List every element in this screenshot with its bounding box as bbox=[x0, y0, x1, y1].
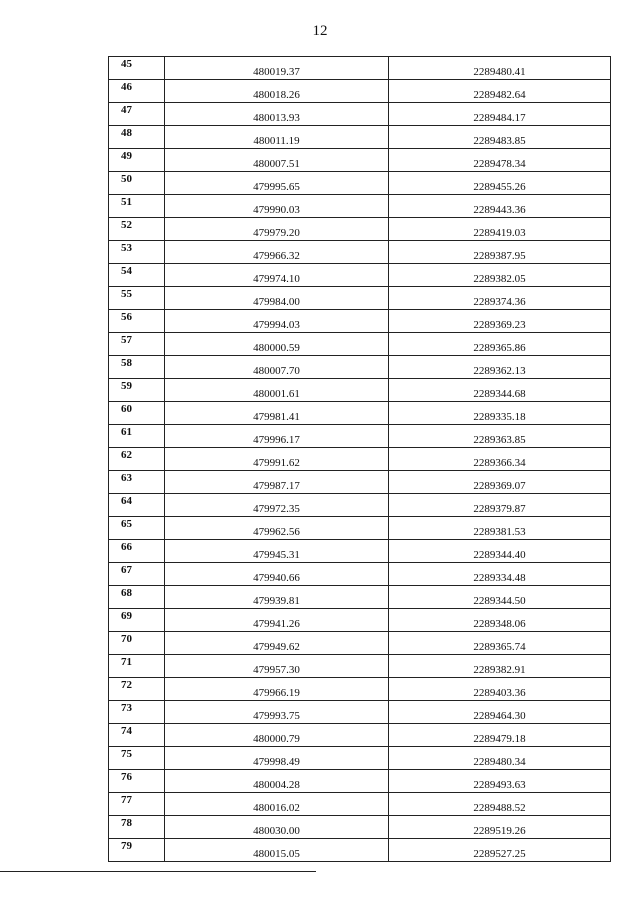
point-number-cell: 64 bbox=[109, 494, 165, 517]
point-number-cell: 46 bbox=[109, 80, 165, 103]
y-coordinate-cell: 2289455.26 bbox=[389, 172, 611, 195]
x-coordinate-cell: 479945.31 bbox=[165, 540, 389, 563]
x-coordinate-cell: 479957.30 bbox=[165, 655, 389, 678]
x-coordinate-cell: 480007.51 bbox=[165, 149, 389, 172]
x-coordinate-cell: 479991.62 bbox=[165, 448, 389, 471]
y-coordinate-cell: 2289348.06 bbox=[389, 609, 611, 632]
point-number-cell: 45 bbox=[109, 57, 165, 80]
point-number-cell: 63 bbox=[109, 471, 165, 494]
x-coordinate-cell: 479987.17 bbox=[165, 471, 389, 494]
point-number-cell: 73 bbox=[109, 701, 165, 724]
table-row bbox=[109, 540, 611, 563]
table-row bbox=[109, 609, 611, 632]
table-row bbox=[109, 310, 611, 333]
point-number-cell: 55 bbox=[109, 287, 165, 310]
table-row bbox=[109, 471, 611, 494]
y-coordinate-cell: 2289443.36 bbox=[389, 195, 611, 218]
x-coordinate-cell: 479990.03 bbox=[165, 195, 389, 218]
table-row bbox=[109, 448, 611, 471]
x-coordinate-cell: 480030.00 bbox=[165, 816, 389, 839]
x-coordinate-cell: 479979.20 bbox=[165, 218, 389, 241]
y-coordinate-cell: 2289344.68 bbox=[389, 379, 611, 402]
x-coordinate-cell: 479941.26 bbox=[165, 609, 389, 632]
point-number-cell: 54 bbox=[109, 264, 165, 287]
table-row bbox=[109, 172, 611, 195]
y-coordinate-cell: 2289479.18 bbox=[389, 724, 611, 747]
x-coordinate-cell: 479940.66 bbox=[165, 563, 389, 586]
table-row bbox=[109, 287, 611, 310]
table-row bbox=[109, 195, 611, 218]
y-coordinate-cell: 2289334.48 bbox=[389, 563, 611, 586]
point-number-cell: 48 bbox=[109, 126, 165, 149]
point-number-cell: 61 bbox=[109, 425, 165, 448]
point-number-cell: 79 bbox=[109, 839, 165, 862]
x-coordinate-cell: 479994.03 bbox=[165, 310, 389, 333]
table-row bbox=[109, 126, 611, 149]
table-row bbox=[109, 701, 611, 724]
point-number-cell: 51 bbox=[109, 195, 165, 218]
x-coordinate-cell: 480007.70 bbox=[165, 356, 389, 379]
point-number-cell: 65 bbox=[109, 517, 165, 540]
y-coordinate-cell: 2289527.25 bbox=[389, 839, 611, 862]
point-number-cell: 52 bbox=[109, 218, 165, 241]
table-row bbox=[109, 770, 611, 793]
point-number-cell: 53 bbox=[109, 241, 165, 264]
y-coordinate-cell: 2289363.85 bbox=[389, 425, 611, 448]
point-number-cell: 60 bbox=[109, 402, 165, 425]
y-coordinate-cell: 2289382.91 bbox=[389, 655, 611, 678]
point-number-cell: 50 bbox=[109, 172, 165, 195]
y-coordinate-cell: 2289335.18 bbox=[389, 402, 611, 425]
table-row bbox=[109, 57, 611, 80]
table-row bbox=[109, 264, 611, 287]
table-row bbox=[109, 747, 611, 770]
table-row bbox=[109, 678, 611, 701]
table-row bbox=[109, 494, 611, 517]
x-coordinate-cell: 480016.02 bbox=[165, 793, 389, 816]
x-coordinate-cell: 479996.17 bbox=[165, 425, 389, 448]
x-coordinate-cell: 479939.81 bbox=[165, 586, 389, 609]
page-number: 12 bbox=[312, 23, 328, 39]
point-number-cell: 76 bbox=[109, 770, 165, 793]
table-row bbox=[109, 218, 611, 241]
y-coordinate-cell: 2289344.50 bbox=[389, 586, 611, 609]
x-coordinate-cell: 479998.49 bbox=[165, 747, 389, 770]
table-row bbox=[109, 80, 611, 103]
y-coordinate-cell: 2289483.85 bbox=[389, 126, 611, 149]
y-coordinate-cell: 2289480.34 bbox=[389, 747, 611, 770]
y-coordinate-cell: 2289464.30 bbox=[389, 701, 611, 724]
x-coordinate-cell: 479962.56 bbox=[165, 517, 389, 540]
point-number-cell: 66 bbox=[109, 540, 165, 563]
y-coordinate-cell: 2289344.40 bbox=[389, 540, 611, 563]
y-coordinate-cell: 2289484.17 bbox=[389, 103, 611, 126]
point-number-cell: 72 bbox=[109, 678, 165, 701]
x-coordinate-cell: 480001.61 bbox=[165, 379, 389, 402]
x-coordinate-cell: 480004.28 bbox=[165, 770, 389, 793]
point-number-cell: 71 bbox=[109, 655, 165, 678]
y-coordinate-cell: 2289480.41 bbox=[389, 57, 611, 80]
point-number-cell: 56 bbox=[109, 310, 165, 333]
point-number-cell: 78 bbox=[109, 816, 165, 839]
y-coordinate-cell: 2289379.87 bbox=[389, 494, 611, 517]
point-number-cell: 49 bbox=[109, 149, 165, 172]
y-coordinate-cell: 2289482.64 bbox=[389, 80, 611, 103]
table-row bbox=[109, 149, 611, 172]
y-coordinate-cell: 2289374.36 bbox=[389, 287, 611, 310]
x-coordinate-cell: 480000.59 bbox=[165, 333, 389, 356]
table-row bbox=[109, 724, 611, 747]
y-coordinate-cell: 2289362.13 bbox=[389, 356, 611, 379]
table-row bbox=[109, 793, 611, 816]
coordinates-table bbox=[108, 56, 611, 862]
point-number-cell: 68 bbox=[109, 586, 165, 609]
table-row bbox=[109, 517, 611, 540]
y-coordinate-cell: 2289365.86 bbox=[389, 333, 611, 356]
y-coordinate-cell: 2289382.05 bbox=[389, 264, 611, 287]
point-number-cell: 58 bbox=[109, 356, 165, 379]
point-number-cell: 67 bbox=[109, 563, 165, 586]
x-coordinate-cell: 480011.19 bbox=[165, 126, 389, 149]
y-coordinate-cell: 2289403.36 bbox=[389, 678, 611, 701]
x-coordinate-cell: 479972.35 bbox=[165, 494, 389, 517]
x-coordinate-cell: 479984.00 bbox=[165, 287, 389, 310]
y-coordinate-cell: 2289519.26 bbox=[389, 816, 611, 839]
footnote-rule bbox=[0, 871, 316, 872]
y-coordinate-cell: 2289366.34 bbox=[389, 448, 611, 471]
table-row bbox=[109, 333, 611, 356]
y-coordinate-cell: 2289369.07 bbox=[389, 471, 611, 494]
table-row bbox=[109, 241, 611, 264]
y-coordinate-cell: 2289478.34 bbox=[389, 149, 611, 172]
y-coordinate-cell: 2289365.74 bbox=[389, 632, 611, 655]
x-coordinate-cell: 479966.19 bbox=[165, 678, 389, 701]
y-coordinate-cell: 2289419.03 bbox=[389, 218, 611, 241]
point-number-cell: 74 bbox=[109, 724, 165, 747]
point-number-cell: 70 bbox=[109, 632, 165, 655]
table-row bbox=[109, 632, 611, 655]
table-row bbox=[109, 586, 611, 609]
x-coordinate-cell: 479974.10 bbox=[165, 264, 389, 287]
x-coordinate-cell: 479993.75 bbox=[165, 701, 389, 724]
table-row bbox=[109, 425, 611, 448]
point-number-cell: 62 bbox=[109, 448, 165, 471]
y-coordinate-cell: 2289488.52 bbox=[389, 793, 611, 816]
x-coordinate-cell: 480013.93 bbox=[165, 103, 389, 126]
y-coordinate-cell: 2289493.63 bbox=[389, 770, 611, 793]
x-coordinate-cell: 480000.79 bbox=[165, 724, 389, 747]
x-coordinate-cell: 480018.26 bbox=[165, 80, 389, 103]
x-coordinate-cell: 479995.65 bbox=[165, 172, 389, 195]
y-coordinate-cell: 2289369.23 bbox=[389, 310, 611, 333]
table-row bbox=[109, 655, 611, 678]
x-coordinate-cell: 479981.41 bbox=[165, 402, 389, 425]
y-coordinate-cell: 2289381.53 bbox=[389, 517, 611, 540]
x-coordinate-cell: 480015.05 bbox=[165, 839, 389, 862]
table-row bbox=[109, 356, 611, 379]
point-number-cell: 47 bbox=[109, 103, 165, 126]
table-row bbox=[109, 103, 611, 126]
table-row bbox=[109, 816, 611, 839]
point-number-cell: 69 bbox=[109, 609, 165, 632]
coordinates-table-body bbox=[109, 57, 611, 862]
table-row bbox=[109, 839, 611, 862]
y-coordinate-cell: 2289387.95 bbox=[389, 241, 611, 264]
table-row bbox=[109, 379, 611, 402]
x-coordinate-cell: 479966.32 bbox=[165, 241, 389, 264]
point-number-cell: 75 bbox=[109, 747, 165, 770]
point-number-cell: 57 bbox=[109, 333, 165, 356]
x-coordinate-cell: 479949.62 bbox=[165, 632, 389, 655]
x-coordinate-cell: 480019.37 bbox=[165, 57, 389, 80]
table-row bbox=[109, 563, 611, 586]
point-number-cell: 77 bbox=[109, 793, 165, 816]
point-number-cell: 59 bbox=[109, 379, 165, 402]
table-row bbox=[109, 402, 611, 425]
